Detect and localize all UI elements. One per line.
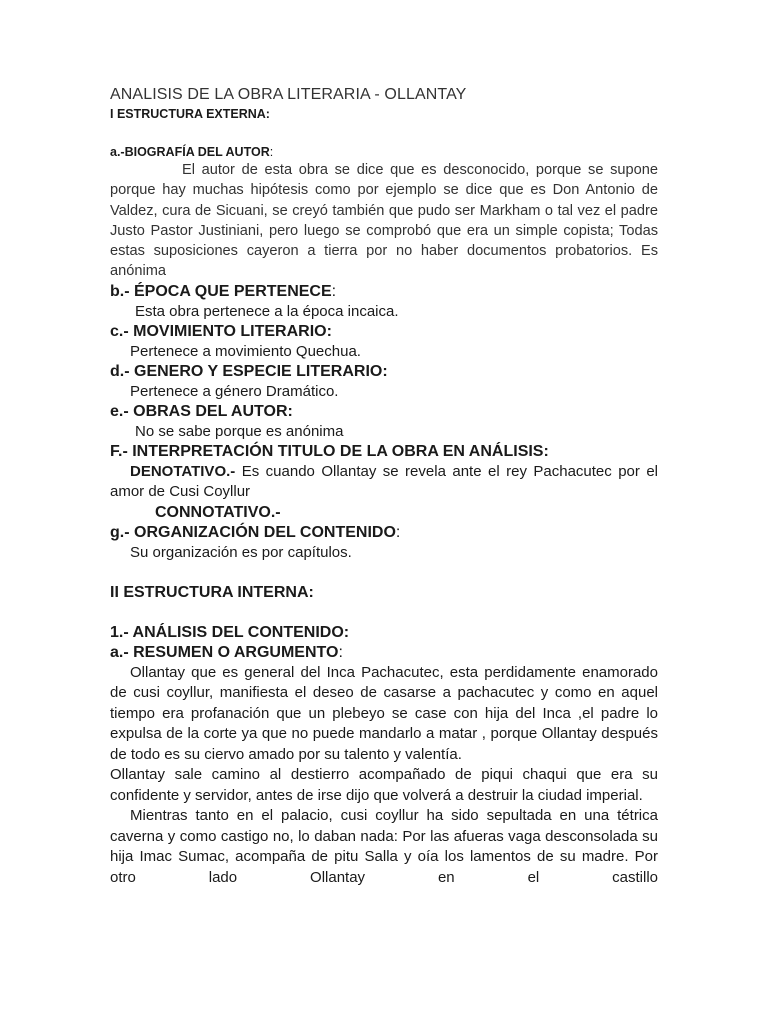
organizacion-heading (110, 523, 658, 543)
resumen-text-1: Ollantay que es general del Inca Pachacutec, esta perdidamente enamorado de cusi coyllur, manifiesta el deseo de casarse a pachacutec y como en aquel tiempo era profanación que un plebeyo se case con hija del Inca ,el padre lo expulsa de la corte ya que no puede mandarlo a matar , porque Ollantay después de todo es su ciervo amado por su talento y valentía. (110, 663, 658, 763)
organizacion-heading-text: g.- ORGANIZACIÓN DEL CONTENIDO (110, 523, 396, 541)
denotativo-text: Es cuando Ollantay se revela ante el rey Pachacutec por el amor de Cusi Coyllur (110, 462, 658, 501)
genero-heading: d.- GENERO Y ESPECIE LITERARIO: (110, 362, 388, 380)
interpretacion-heading: F.- INTERPRETACIÓN TITULO DE LA OBRA EN ANÁLISIS: (110, 442, 549, 460)
connotativo-label: CONNOTATIVO.- (155, 503, 281, 521)
biografia-heading-text: a.-BIOGRAFÍA DEL AUTOR (110, 145, 270, 159)
epoca-answer: Esta obra pertenece a la época incaica. (135, 302, 399, 320)
section-heading-estructura-interna: II ESTRUCTURA INTERNA: (110, 583, 314, 601)
section-heading-estructura-externa: I ESTRUCTURA EXTERNA: (110, 107, 270, 121)
epoca-heading (110, 282, 658, 302)
spacer (110, 563, 658, 583)
resumen-paragraph-1 (110, 663, 658, 766)
movimiento-heading: c.- MOVIMIENTO LITERARIO: (110, 322, 332, 340)
resumen-paragraph-2: Ollantay sale camino al destierro acompañado de piqui chaqui que era su confidente y servidor, antes de irse dijo que volverá a destruir la ciudad imperial. (110, 766, 658, 804)
resumen-text-3: Mientras tanto en el palacio, cusi coyllur ha sido sepultada en una tétrica caverna y como castigo no, lo daban nada: Por las afueras vaga desconsolada su hija Imac Sumac, acompaña de pitu Salla y oía los lamentos de su madre. Por otro lado Ollantay en el castillo (110, 807, 658, 886)
resumen-heading-colon: : (338, 643, 343, 661)
epoca-heading-text: b.- ÉPOCA QUE PERTENECE (110, 282, 332, 300)
movimiento-answer: Pertenece a movimiento Quechua. (130, 342, 361, 360)
organizacion-heading-colon: : (395, 523, 401, 541)
spacer (110, 122, 658, 144)
biografia-heading (110, 144, 658, 160)
resumen-paragraph-3 (110, 806, 658, 888)
epoca-heading-colon: : (331, 282, 337, 300)
biografia-heading-colon: : (269, 145, 274, 159)
document-title: ANALISIS DE LA OBRA LITERARIA - OLLANTAY (110, 86, 467, 103)
biografia-paragraph (110, 160, 658, 282)
obras-heading: e.- OBRAS DEL AUTOR: (110, 402, 293, 420)
biografia-text: El autor de esta obra se dice que es desconocido, porque se supone porque hay muchas hipótesis como por ejemplo se dice que es Don Antonio de Valdez, cura de Sicuani, se creyó también que pudo ser Markham o tal vez el padre Justo Pastor Justiniani, pero luego se comprobó que era un simple copista; Todas estas suposiciones cayeron a tierra por no haber documentos probatorios. Es anónima (110, 162, 658, 280)
obras-answer: No se sabe porque es anónima (135, 422, 344, 440)
resumen-heading (110, 643, 658, 663)
genero-answer: Pertenece a género Dramático. (130, 382, 339, 400)
denotativo-paragraph (110, 462, 658, 503)
organizacion-answer: Su organización es por capítulos. (130, 543, 352, 561)
denotativo-label: DENOTATIVO.- (130, 462, 236, 480)
resumen-heading-text: a.- RESUMEN O ARGUMENTO (110, 643, 339, 661)
analisis-heading: 1.- ANÁLISIS DEL CONTENIDO: (110, 623, 350, 641)
document-page (110, 84, 658, 888)
spacer (110, 603, 658, 623)
